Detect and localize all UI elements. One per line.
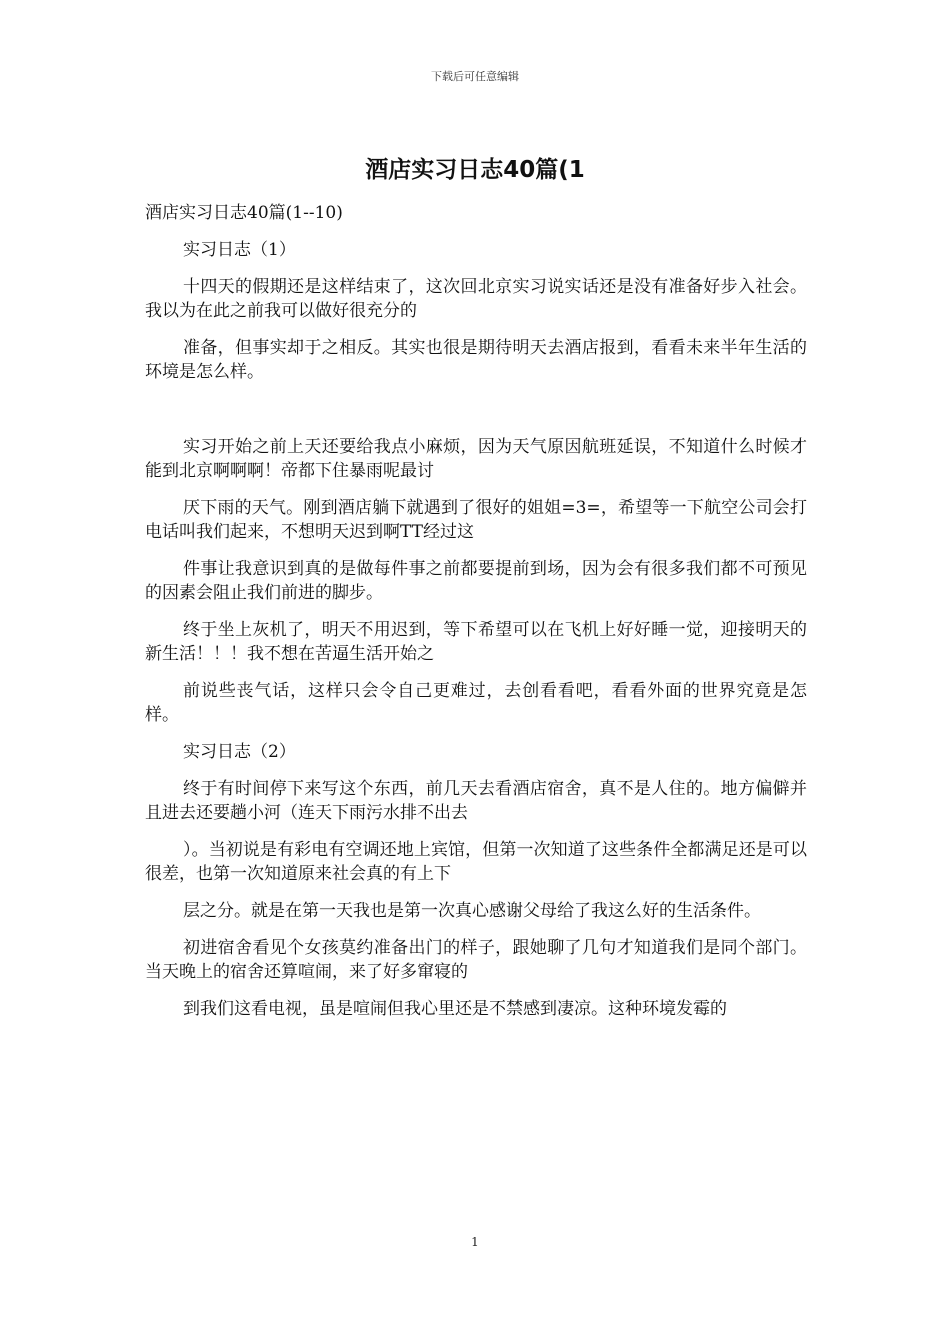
document-body <box>145 201 807 1034</box>
paragraph: ）。当初说是有彩电有空调还地上宾馆，但第一次知道了这些条件全都满足还是可以很差，也第一次知道原来社会真的有上下 <box>145 840 807 884</box>
document-title: 酒店实习日志40篇(1 <box>365 157 585 183</box>
paragraph: 实习日志（1） <box>183 240 296 260</box>
paragraph: 实习日志（2） <box>183 742 296 762</box>
paragraph: 前说些丧气话，这样只会令自己更难过，去创看看吧，看看外面的世界究竟是怎样。 <box>145 681 807 725</box>
paragraph: 实习开始之前上天还要给我点小麻烦，因为天气原因航班延误，不知道什么时候才能到北京啊啊啊！帝都下住暴雨呢最讨 <box>145 437 807 481</box>
paragraph: 酒店实习日志40篇(1--10) <box>145 203 343 223</box>
paragraph: 终于有时间停下来写这个东西，前几天去看酒店宿舍，真不是人住的。地方偏僻并且进去还要趟小河（连天下雨污水排不出去 <box>145 779 807 823</box>
paragraph: 准备，但事实却于之相反。其实也很是期待明天去酒店报到，看看未来半年生活的环境是怎么样。 <box>145 338 807 382</box>
paragraph: 十四天的假期还是这样结束了，这次回北京实习说实话还是没有准备好步入社会。我以为在此之前我可以做好很充分的 <box>145 277 807 321</box>
paragraph-spacer <box>145 397 807 435</box>
paragraph: 到我们这看电视，虽是喧闹但我心里还是不禁感到凄凉。这种环境发霉的 <box>183 999 727 1019</box>
page-number: 1 <box>471 1235 479 1249</box>
paragraph: 厌下雨的天气。刚到酒店躺下就遇到了很好的姐姐=3=，希望等一下航空公司会打电话叫我们起来，不想明天迟到啊TT经过这 <box>145 498 807 542</box>
paragraph: 终于坐上灰机了，明天不用迟到，等下希望可以在飞机上好好睡一觉，迎接明天的新生活！！！我不想在苦逼生活开始之 <box>145 620 807 664</box>
header-note: 下载后可任意编辑 <box>431 70 519 83</box>
paragraph: 层之分。就是在第一天我也是第一次真心感谢父母给了我这么好的生活条件。 <box>183 901 761 921</box>
paragraph: 初进宿舍看见个女孩莫约准备出门的样子，跟她聊了几句才知道我们是同个部门。当天晚上的宿舍还算喧闹，来了好多窜寝的 <box>145 938 807 982</box>
paragraph: 件事让我意识到真的是做每件事之前都要提前到场，因为会有很多我们都不可预见的因素会阻止我们前进的脚步。 <box>145 559 807 603</box>
